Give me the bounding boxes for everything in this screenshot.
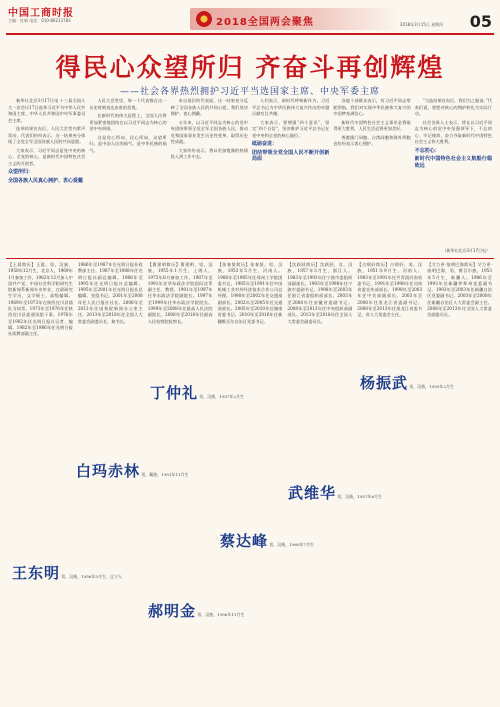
article-paragraph: 大家表示，习近平同志是党中央的核心、全党的核心，是新时代中国特色社会主义的开创者。 <box>8 147 86 166</box>
person-name-block <box>360 372 456 393</box>
biography-column: 1986年至1987年任光明日报社政教部主任。1987年至1988年任光明日报社副总编辑。1988年至1995年任光明日报社总编辑。1995年至2001年任光明日报社总编辑、党组书记。2001年至2008年任人民日报社社长。2008年至2013年任国务院新闻办公室主任。2013年至2018年任全国人大常委会副委员长、秘书长。 <box>77 262 143 324</box>
article-column <box>333 98 410 248</box>
article-paragraph: 各地干部群众表示，有习近平同志掌舵领航，我们对实现中华民族伟大复兴的中国梦充满信心。 <box>333 98 411 116</box>
article-paragraph: “当选结果宣布后，我们为之振奋。”代表们说，要把对核心的拥护转化为实际行动。 <box>414 98 492 116</box>
biography-column: 【曹建明简历】曹建明，男，汉族，1955年1月生，上海人，1975年8月参加工作。1987年至1991年任华东政法学院国际法系副主任、教授。1991年至1997年任华东政法学院副院长。1997年至1999年任华东政法学院院长。1999年至2008年任最高人民法院副院长。2008年至2018年任最高人民检察院检察长。 <box>147 262 213 324</box>
biography-column: 【沈跃跃简历】沈跃跃，女，汉族，1957年3月生，浙江人。1983年至1993年任宁波市委组织部副部长。1993年至1998年任宁波市委副书记。1998年至2003年任浙江省委组织部部长。2003年至2008年任安徽省委副书记。2008年至2013年任中央组织部副部长。2013年至2018年任全国人大常委会副委员长。 <box>287 262 353 324</box>
section-subtitle-text: 新时代中国特色社会主义航船行稳致远 <box>414 156 492 169</box>
article-paragraph: 人民大会堂里，每一个代表都在这一历史时刻表达由衷的喜悦。 <box>89 98 167 110</box>
person-name-block <box>12 562 124 583</box>
article-paragraph: 大家纷纷表示，将以更加饱满的热情投入到工作中去。 <box>170 147 248 159</box>
article-paragraph: 大家表示，要增强“四个意识”，坚定“四个自信”，坚决维护习近平总书记在党中央和全党的核心地位。 <box>252 119 330 138</box>
person-name-block <box>220 530 316 551</box>
biography-column: 【张春贤简历】张春贤，男，汉族，1953年5月生，河南人。1980年至1985年任郑州工学院团委书记。1985年至1991年任中国机械工业对外经济技术合作公司总经理。1998年至2002年任交通部副部长。2002年至2005年任交通部部长。2005年至2010年任湖南省委书记。2010年至2016年任新疆维吾尔自治区党委书记。 <box>217 262 283 324</box>
article-paragraph: 社会各界人士表示，将在以习近平同志为核心的党中央坚强领导下，不忘初心、牢记使命，奋力夺取新时代中国特色社会主义伟大胜利。 <box>414 119 492 144</box>
article-paragraph: 人们表示，新时代呼唤新作为，习近平总书记为中华民族伟大复兴作出的卓越贡献有目共睹。 <box>252 98 330 116</box>
article-paragraph: 香港澳门同胞、台湾同胞和海外侨胞也纷纷表示衷心拥护。 <box>333 134 411 146</box>
article-credit: （新华社北京3月17日电） <box>442 248 490 253</box>
section-subtitle: 众望所归： <box>8 169 34 175</box>
section-subtitle-text: 全国各族人民真心拥护、衷心爱戴 <box>8 177 84 184</box>
header-divider <box>6 33 494 35</box>
person-name-block <box>288 482 384 503</box>
person-name: 王东明 <box>12 564 61 582</box>
person-name: 郝明金 <box>148 602 197 620</box>
person-name-block <box>148 600 247 621</box>
lead-article <box>8 98 492 256</box>
article-paragraph: 这是党心所向、民心所向、众望所归，是中国人民的福气，是中华民族的福气。 <box>89 134 167 153</box>
person-name: 白玛赤林 <box>76 462 141 480</box>
person-name: 丁仲礼 <box>150 384 199 402</box>
national-emblem-icon <box>196 11 212 27</box>
page-number: 05 <box>469 12 492 31</box>
article-paragraph: 新华社北京3月17日电 十三届全国人大一次会议17日选举习近平为中华人民共和国主席、中华人民共和国中央军事委员会主席。 <box>8 98 86 123</box>
biography-column: 【王晨简历】王晨，男，汉族，1950年12月生，北京人，1969年1月参加工作，1982年12月加入中国共产党，中国社会科学院研究生院新闻系新闻专业毕业，在职研究生学历，文学硕士，高级编辑。1969年至1973年在陕西宜川县插队当知青。1973年至1976年任陕西宜川县委通讯组干事。1976年至1982年任光明日报社记者、编辑。1982年至1986年任光明日报社政教部副主任。 <box>8 262 73 337</box>
person-name: 武维华 <box>288 484 337 502</box>
article-column <box>171 98 248 248</box>
person-note: 男，汉族，1956年11月生 <box>196 612 245 617</box>
article-paragraph: 新时代中国特色社会主义事业必将取得更大胜利，人民生活必将更加美好。 <box>333 119 411 131</box>
biography-column: 【艾力更·依明巴海简历】艾力更·依明巴海，男，维吾尔族，1953年5月生，新疆人。1986年至1993年任新疆伊犁州党委副书记。1993年至2003年任新疆自治区党委副书记。2003年至2008年任新疆自治区人大常委会副主任。2008年至2013年任全国人大常委会副委员长。 <box>427 262 492 318</box>
article-column <box>89 98 166 248</box>
article-paragraph: 在新时代的伟大征程上，全国人民将更加紧密地团结在以习近平同志为核心的党中央周围。 <box>89 113 167 131</box>
section-divider <box>6 258 494 259</box>
person-note: 男，汉族，1960年7月生 <box>268 542 315 547</box>
person-note: 男，汉族，1957年6月生 <box>336 494 383 499</box>
section-subtitle: 不忘初心： <box>414 147 440 154</box>
issue-date: 2018年3月15日 星期四 <box>400 22 444 27</box>
person-name: 杨振武 <box>360 374 409 392</box>
article-paragraph: 五年来，以习近平同志为核心的党中央团结带领全党全军全国各族人民，推动党和国家事业发生历史性变革、取得历史性成就。 <box>170 119 248 144</box>
person-note: 男，汉族，1957年2月生 <box>198 394 245 399</box>
section-subtitle: 砥砺奋进： <box>252 141 278 147</box>
masthead-meta: 主编：杜娟 电话：010-86213783 <box>8 18 71 23</box>
article-column <box>415 98 492 248</box>
person-note: 男，藏族，1951年11月生 <box>140 472 189 477</box>
biography-column: 【吉炳轩简历】吉炳轩，男，汉族，1951年9月生，河南人。1983年至1991年任共青团河南省委书记。1991年至1998年任河南省委宣传部部长。1998年至2003年任中宣部副部长。2003年至2008年任黑龙江省委副书记。2008年至2013年任黑龙江省委书记、省人大常委会主任。 <box>357 262 423 318</box>
main-headline: 得民心众望所归 齐奋斗再创辉煌 <box>55 53 445 82</box>
section-banner-title: 2018全国两会聚焦 <box>216 17 314 28</box>
person-note: 男，汉族，1956年3月生，辽宁人 <box>60 574 123 579</box>
biographies-section <box>8 262 492 700</box>
masthead: 中国工商时报 <box>8 8 74 19</box>
page-header <box>0 0 500 34</box>
person-name: 蔡达峰 <box>220 532 269 550</box>
person-name-block <box>76 460 191 481</box>
person-note: 男，汉族，1955年2月生 <box>408 384 455 389</box>
person-name-block <box>150 382 246 403</box>
article-paragraph: 来自基层的代表说，这一结果充分反映了全国各族人民的共同心愿，我们坚决拥护、衷心拥戴。 <box>170 98 248 116</box>
article-column <box>252 98 329 248</box>
article-paragraph: 选举结果宣布后，人民大会堂内掌声雷动，代表们纷纷表示，这一结果充分体现了全党全军全国各族人民的共同意愿。 <box>8 126 86 144</box>
sub-headline: ——社会各界热烈拥护习近平当选国家主席、中央军委主席 <box>119 87 380 97</box>
article-column <box>8 98 85 248</box>
section-subtitle-text: 团结带领全党全国人民不断开创新局面 <box>252 149 330 162</box>
